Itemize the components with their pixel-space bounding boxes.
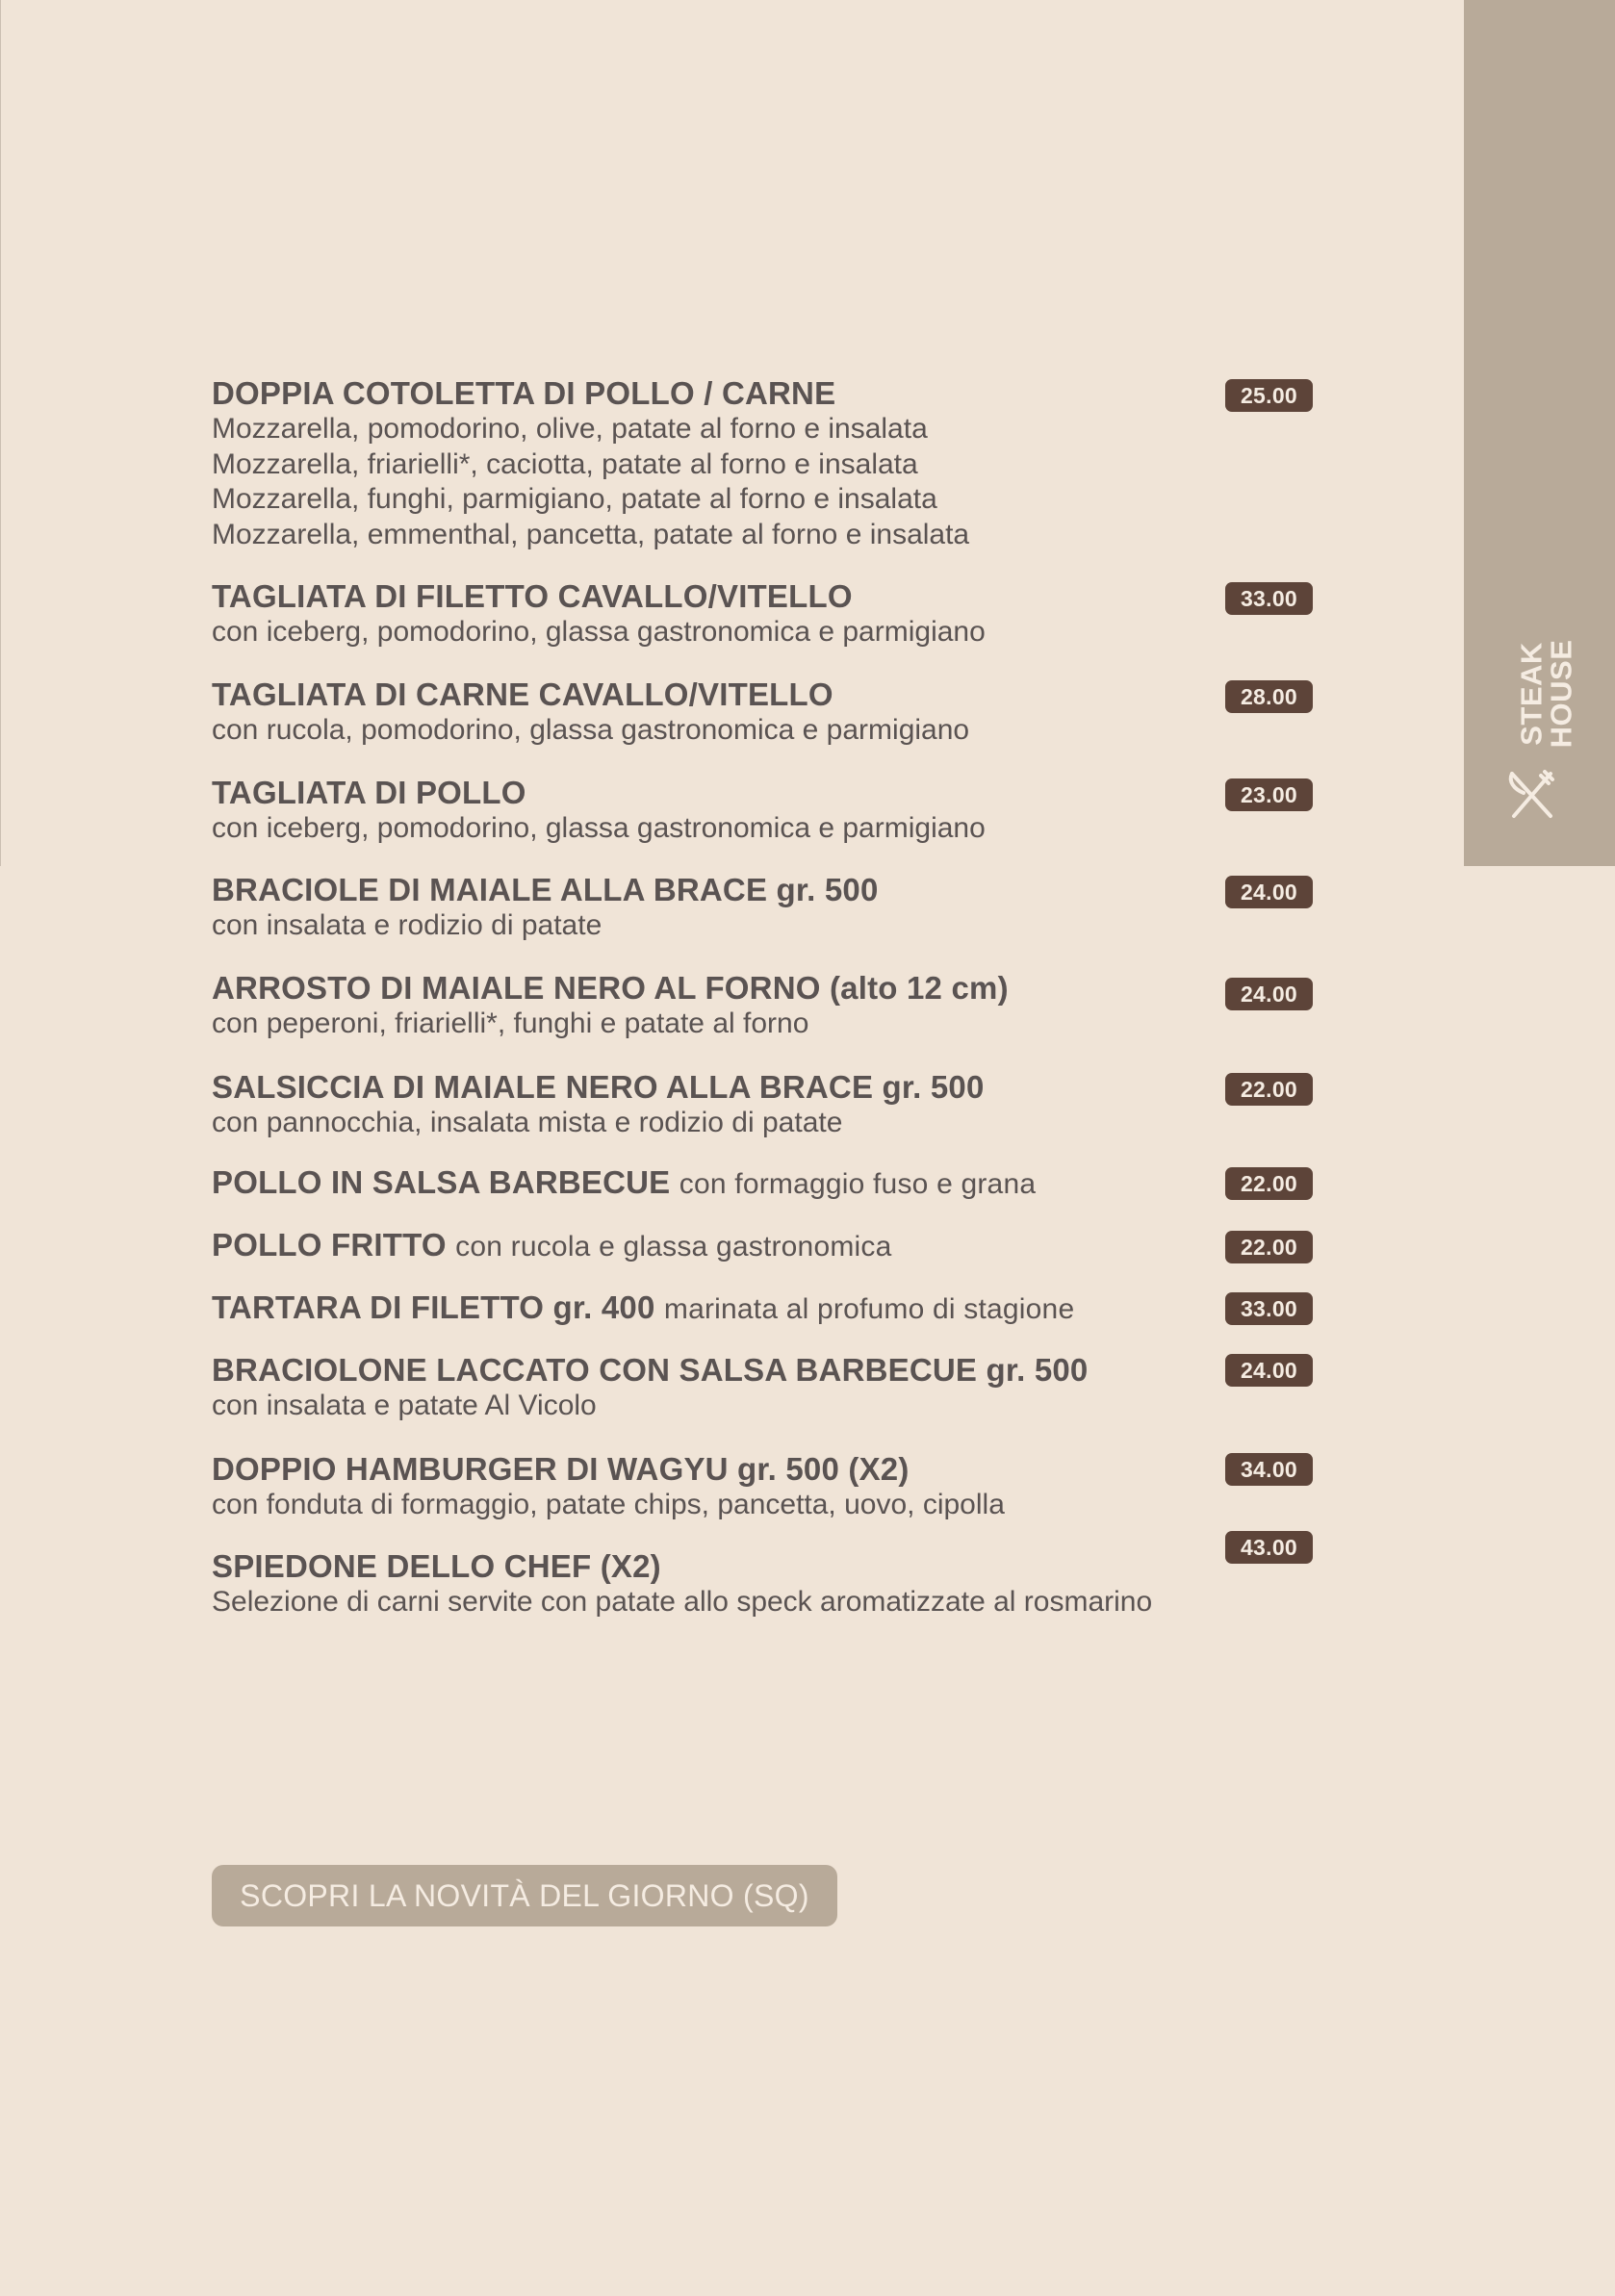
menu-item-title-line	[212, 1289, 1319, 1328]
menu-item	[212, 775, 1319, 847]
menu-item	[212, 872, 1319, 944]
menu-item	[212, 1352, 1319, 1424]
menu-item-description: con iceberg, pomodorino, glassa gastronomica e parmigiano	[212, 812, 986, 844]
menu-item-name: TAGLIATA DI CARNE CAVALLO/VITELLO	[212, 676, 833, 712]
menu-item	[212, 1069, 1319, 1141]
menu-item-description: con insalata e patate Al Vicolo	[212, 1390, 597, 1421]
price-badge: 25.00	[1225, 379, 1313, 412]
menu-item-name: TARTARA DI FILETTO gr. 400	[212, 1289, 655, 1325]
menu-item-name: DOPPIO HAMBURGER DI WAGYU gr. 500 (X2)	[212, 1451, 910, 1487]
menu-item-title-line	[212, 1164, 1319, 1203]
menu-item	[212, 1289, 1319, 1328]
price-badge: 28.00	[1225, 680, 1313, 713]
knife-fork-icon	[1504, 768, 1558, 822]
menu-item	[212, 1451, 1319, 1523]
menu-item-inline-desc: con formaggio fuso e grana	[679, 1168, 1037, 1200]
menu-item-description: con insalata e rodizio di patate	[212, 909, 602, 941]
menu-item	[212, 1164, 1319, 1203]
price-badge: 23.00	[1225, 778, 1313, 811]
menu-item-name: SPIEDONE DELLO CHEF (X2)	[212, 1548, 661, 1584]
menu-item-title-line	[212, 1548, 1319, 1585]
novita-del-giorno-button[interactable]: SCOPRI LA NOVITÀ DEL GIORNO (SQ)	[212, 1865, 837, 1926]
menu-item-name: POLLO FRITTO	[212, 1227, 447, 1263]
menu-item	[212, 1548, 1319, 1620]
menu-item-title-line	[212, 970, 1319, 1007]
menu-item	[212, 1227, 1319, 1265]
section-label-line2: HOUSE	[1544, 639, 1578, 749]
menu-item-description: Mozzarella, funghi, parmigiano, patate al forno e insalata	[212, 483, 937, 515]
menu-item-name: TAGLIATA DI FILETTO CAVALLO/VITELLO	[212, 578, 853, 614]
menu-item-description: Selezione di carni servite con patate allo speck aromatizzate al rosmarino	[212, 1586, 1153, 1618]
menu-item-description: con rucola, pomodorino, glassa gastronomica e parmigiano	[212, 714, 970, 746]
menu-item-description: con iceberg, pomodorino, glassa gastronomica e parmigiano	[212, 616, 986, 648]
menu-item-description: con fonduta di formaggio, patate chips, pancetta, uovo, cipolla	[212, 1489, 1005, 1520]
menu-item-title-line	[212, 872, 1319, 908]
menu-item-title-line	[212, 1352, 1319, 1389]
price-badge: 22.00	[1225, 1167, 1313, 1200]
price-badge: 24.00	[1225, 1354, 1313, 1387]
menu-item-name: SALSICCIA DI MAIALE NERO ALLA BRACE gr. 500	[212, 1069, 985, 1105]
price-badge: 22.00	[1225, 1231, 1313, 1263]
menu-item-title-line	[212, 1069, 1319, 1106]
menu-item	[212, 970, 1319, 1042]
menu-item-name: POLLO IN SALSA BARBECUE	[212, 1164, 671, 1200]
section-label-svg	[1501, 637, 1578, 751]
price-badge: 34.00	[1225, 1453, 1313, 1486]
menu-item-name: BRACIOLONE LACCATO CON SALSA BARBECUE gr. 500	[212, 1352, 1089, 1388]
section-label-line1: STEAK	[1514, 642, 1549, 746]
menu-item-inline-desc: con rucola e glassa gastronomica	[455, 1231, 892, 1263]
menu-item-description: con peperoni, friarielli*, funghi e patate al forno	[212, 1008, 809, 1039]
price-badge: 22.00	[1225, 1073, 1313, 1106]
menu-item-title-line	[212, 775, 1319, 811]
menu-item	[212, 676, 1319, 749]
menu-item-description: Mozzarella, friarielli*, caciotta, patate al forno e insalata	[212, 447, 918, 480]
menu-item-description: con pannocchia, insalata mista e rodizio di patate	[212, 1107, 843, 1138]
menu-item-name: TAGLIATA DI POLLO	[212, 775, 526, 810]
menu-item-description: Mozzarella, pomodorino, olive, patate al forno e insalata	[212, 413, 928, 445]
price-badge: 24.00	[1225, 876, 1313, 908]
menu-item-title-line	[212, 1227, 1319, 1265]
page-left-edge	[0, 0, 1, 866]
menu-item	[212, 578, 1319, 651]
price-badge: 33.00	[1225, 1292, 1313, 1325]
menu-item-title-line	[212, 676, 1319, 713]
menu-item-name: ARROSTO DI MAIALE NERO AL FORNO (alto 12 cm)	[212, 970, 1009, 1006]
menu-item-name: BRACIOLE DI MAIALE ALLA BRACE gr. 500	[212, 872, 879, 907]
menu-item	[212, 375, 1319, 552]
menu-item-name: DOPPIA COTOLETTA DI POLLO / CARNE	[212, 375, 836, 411]
price-badge: 43.00	[1225, 1531, 1313, 1564]
price-badge: 24.00	[1225, 978, 1313, 1010]
menu-item-inline-desc: marinata al profumo di stagione	[663, 1293, 1075, 1325]
menu-item-title-line	[212, 375, 1319, 412]
section-label	[1501, 637, 1578, 751]
menu-item-title-line	[212, 1451, 1319, 1488]
menu-item-description: Mozzarella, emmenthal, pancetta, patate al forno e insalata	[212, 518, 970, 550]
price-badge: 33.00	[1225, 582, 1313, 615]
menu-item-title-line	[212, 578, 1319, 615]
